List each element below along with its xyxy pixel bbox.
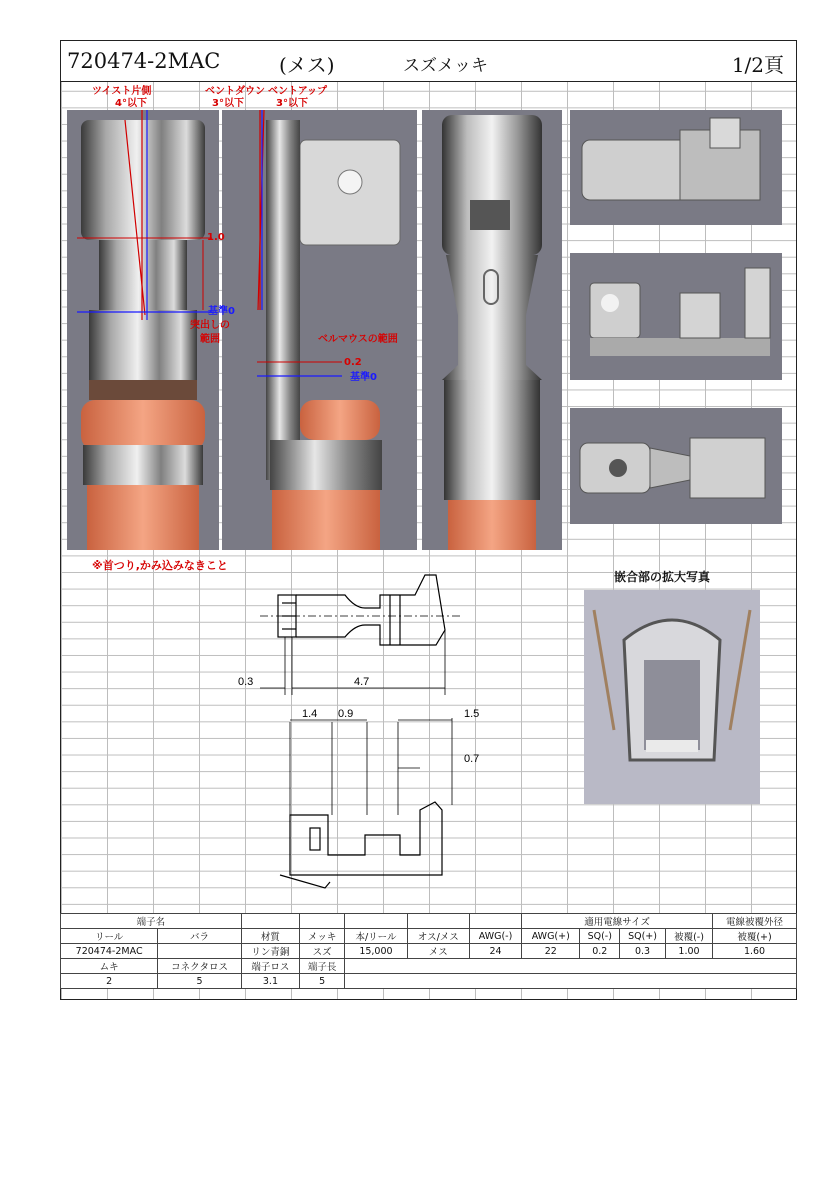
- reference-zero-label-2: 基準0: [350, 372, 377, 383]
- gender-value: メス: [407, 944, 469, 959]
- dimension-1-4: 1.4: [302, 708, 318, 720]
- twist-label: ツイスト片側: [92, 86, 152, 97]
- dimension-1-0-label: 1.0: [207, 232, 225, 243]
- terminal-top-image: [422, 110, 562, 550]
- terminal-name-header: 端子名: [61, 914, 242, 929]
- reel-value: 720474-2MAC: [61, 944, 158, 959]
- photo-angle-view-1: [570, 110, 782, 225]
- zoom-photo-caption: 嵌合部の拡大写真: [614, 570, 711, 584]
- mating-zoom-image: [584, 590, 760, 804]
- dimension-0-2-label: 0.2: [344, 357, 362, 368]
- bend-up-label: ベントアップ: [268, 86, 327, 97]
- ins-min-value: 1.00: [665, 944, 712, 959]
- loose-header: バラ: [158, 929, 242, 944]
- awg-min-header: AWG(-): [469, 929, 521, 944]
- terminal-side-image: [222, 110, 417, 550]
- photo-angle-view-2: [570, 253, 782, 380]
- wire-size-header: 適用電線サイズ: [522, 914, 713, 929]
- bellmouth-range-label: ベルマウスの範囲: [318, 334, 398, 345]
- spec-header-row-1: [61, 914, 797, 929]
- process-value-row: [61, 974, 797, 989]
- ins-min-header: 被覆(-): [665, 929, 712, 944]
- qty-value: 15,000: [345, 944, 407, 959]
- material-header: 材質: [241, 929, 299, 944]
- reel-header: リール: [61, 929, 158, 944]
- terminal-angle-image-2: [570, 253, 782, 380]
- protrusion-range-label-1: 突出しの: [190, 320, 230, 331]
- ins-max-value: 1.60: [713, 944, 797, 959]
- dimension-0-7: 0.7: [464, 753, 480, 765]
- top-view-dimensions: [260, 630, 445, 695]
- terminal-loss-value: 3.1: [241, 974, 299, 989]
- spec-table: [60, 913, 797, 989]
- bend-down-label: ベントダウン: [205, 86, 265, 97]
- dimension-1-5: 1.5: [464, 708, 480, 720]
- material-value: リン青銅: [241, 944, 299, 959]
- side-view-outline: [280, 802, 442, 888]
- photo-side-view: [222, 110, 417, 550]
- top-view-outline: [260, 575, 460, 645]
- page-number: 1/2頁: [731, 53, 784, 77]
- terminal-length-header: 端子長: [300, 959, 345, 974]
- strip-header: ムキ: [61, 959, 158, 974]
- plating-label: スズメッキ: [403, 56, 488, 76]
- qty-header: 本/リール: [345, 929, 407, 944]
- bend-up-limit-label: 3°以下: [276, 98, 308, 109]
- photo-angle-view-3: [570, 408, 782, 524]
- plating-header: メッキ: [300, 929, 345, 944]
- terminal-angle-image-1: [570, 110, 782, 225]
- technical-drawing: [230, 570, 500, 900]
- inspection-note: ※首つり,かみ込みなきこと: [92, 559, 228, 572]
- sq-max-value: 0.3: [620, 944, 666, 959]
- terminal-angle-image-3: [570, 408, 782, 524]
- gender-header: オス/メス: [407, 929, 469, 944]
- awg-min-value: 24: [469, 944, 521, 959]
- dimension-0-3: 0.3: [238, 676, 254, 688]
- photo-mating-zoom: [584, 590, 760, 804]
- insulation-header: 電線被覆外径: [713, 914, 797, 929]
- plating-value: スズ: [300, 944, 345, 959]
- terminal-length-value: 5: [300, 974, 345, 989]
- dimension-0-9: 0.9: [338, 708, 354, 720]
- side-view-dimensions: [290, 718, 452, 815]
- photo-top-view: [422, 110, 562, 550]
- protrusion-range-label-2: 範囲: [200, 334, 220, 345]
- reference-zero-label-1: 基準0: [208, 306, 235, 317]
- sq-min-value: 0.2: [580, 944, 620, 959]
- bend-down-limit-label: 3°以下: [212, 98, 244, 109]
- sq-min-header: SQ(-): [580, 929, 620, 944]
- gender-label: (メス): [279, 53, 335, 77]
- awg-max-header: AWG(+): [522, 929, 580, 944]
- spec-header-row-2: [61, 929, 797, 944]
- process-header-row: [61, 959, 797, 974]
- title-bar: [61, 41, 796, 82]
- ins-max-header: 被覆(+): [713, 929, 797, 944]
- strip-value: 2: [61, 974, 158, 989]
- sq-max-header: SQ(+): [620, 929, 666, 944]
- awg-max-value: 22: [522, 944, 580, 959]
- connector-loss-header: コネクタロス: [158, 959, 242, 974]
- terminal-loss-header: 端子ロス: [241, 959, 299, 974]
- part-number: 720474-2MAC: [67, 49, 221, 73]
- dimension-4-7: 4.7: [354, 676, 370, 688]
- spec-value-row: [61, 944, 797, 959]
- twist-limit-label: 4°以下: [115, 98, 147, 109]
- connector-loss-value: 5: [158, 974, 242, 989]
